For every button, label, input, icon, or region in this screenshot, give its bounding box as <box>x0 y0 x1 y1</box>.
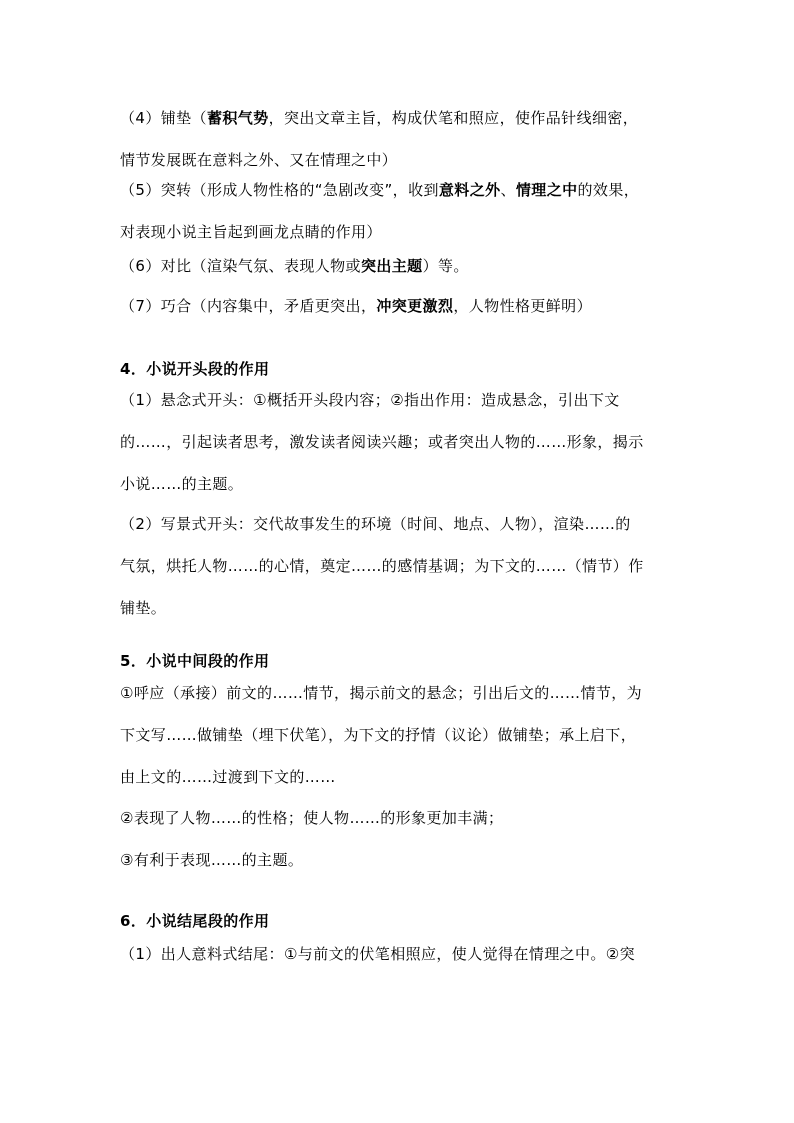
text-run: 的效果， <box>577 181 640 199</box>
paragraph-line: 对表现小说主旨起到画龙点睛的作用） <box>120 223 382 241</box>
paragraph-line: （1）出人意料式结尾：①与前文的伏笔相照应，使人觉得在情理之中。②突 <box>120 945 636 963</box>
text-run: （4）铺垫（ <box>120 109 207 127</box>
bold-text: 冲突更激烈 <box>376 297 454 315</box>
paragraph-line: （1）悬念式开头：①概括开头段内容；②指出作用：造成悬念，引出下文 <box>120 391 620 409</box>
text-run: ，突出文章主旨，构成伏笔和照应，使作品针线细密， <box>268 109 639 127</box>
text-run: 、 <box>500 181 516 199</box>
text-run: ）等。 <box>422 257 469 275</box>
text-run: （6）对比（渲染气氛、表现人物或 <box>120 257 361 275</box>
paragraph-line: 下文写……做铺垫（埋下伏笔），为下文的抒情（议论）做铺垫；承上启下， <box>120 726 637 744</box>
section-heading: 4．小说开头段的作用 <box>120 360 270 378</box>
paragraph-line: ①呼应（承接）前文的……情节，揭示前文的悬念；引出后文的……情节，为 <box>120 684 643 702</box>
section-heading: 5．小说中间段的作用 <box>120 652 270 670</box>
paragraph-line <box>120 296 720 316</box>
paragraph-line: 情节发展既在意料之外、又在情理之中） <box>120 151 398 169</box>
paragraph-line: 小说……的主题。 <box>120 475 244 493</box>
paragraph-line <box>120 108 720 128</box>
bold-text: 突出主题 <box>360 257 423 275</box>
text-run: （5）突转（形成人物性格的“急剧改变”，收到 <box>120 181 439 199</box>
paragraph-line: 铺垫。 <box>120 599 167 617</box>
paragraph-line: （2）写景式开头：交代故事发生的环境（时间、地点、人物），渲染……的 <box>120 515 631 533</box>
paragraph-line: 由上文的……过渡到下文的…… <box>120 768 336 786</box>
paragraph-line: 气氛，烘托人物……的心情，奠定……的感情基调；为下文的……（情节）作 <box>120 557 644 575</box>
section-heading: 6．小说结尾段的作用 <box>120 912 270 930</box>
paragraph-line <box>120 256 720 276</box>
bold-text: 情理之中 <box>515 181 578 199</box>
text-run: ，人物性格更鲜明） <box>453 297 592 315</box>
bold-text: 蓄积气势 <box>206 109 269 127</box>
paragraph-line: ②表现了人物……的性格；使人物……的形象更加丰满； <box>120 809 504 827</box>
text-run: （7）巧合（内容集中，矛盾更突出， <box>120 297 377 315</box>
paragraph-line: ③有利于表现……的主题。 <box>120 851 304 869</box>
paragraph-line <box>120 180 720 200</box>
bold-text: 意料之外 <box>438 181 501 199</box>
paragraph-line: 的……，引起读者思考，激发读者阅读兴趣；或者突出人物的……形象，揭示 <box>120 433 644 451</box>
